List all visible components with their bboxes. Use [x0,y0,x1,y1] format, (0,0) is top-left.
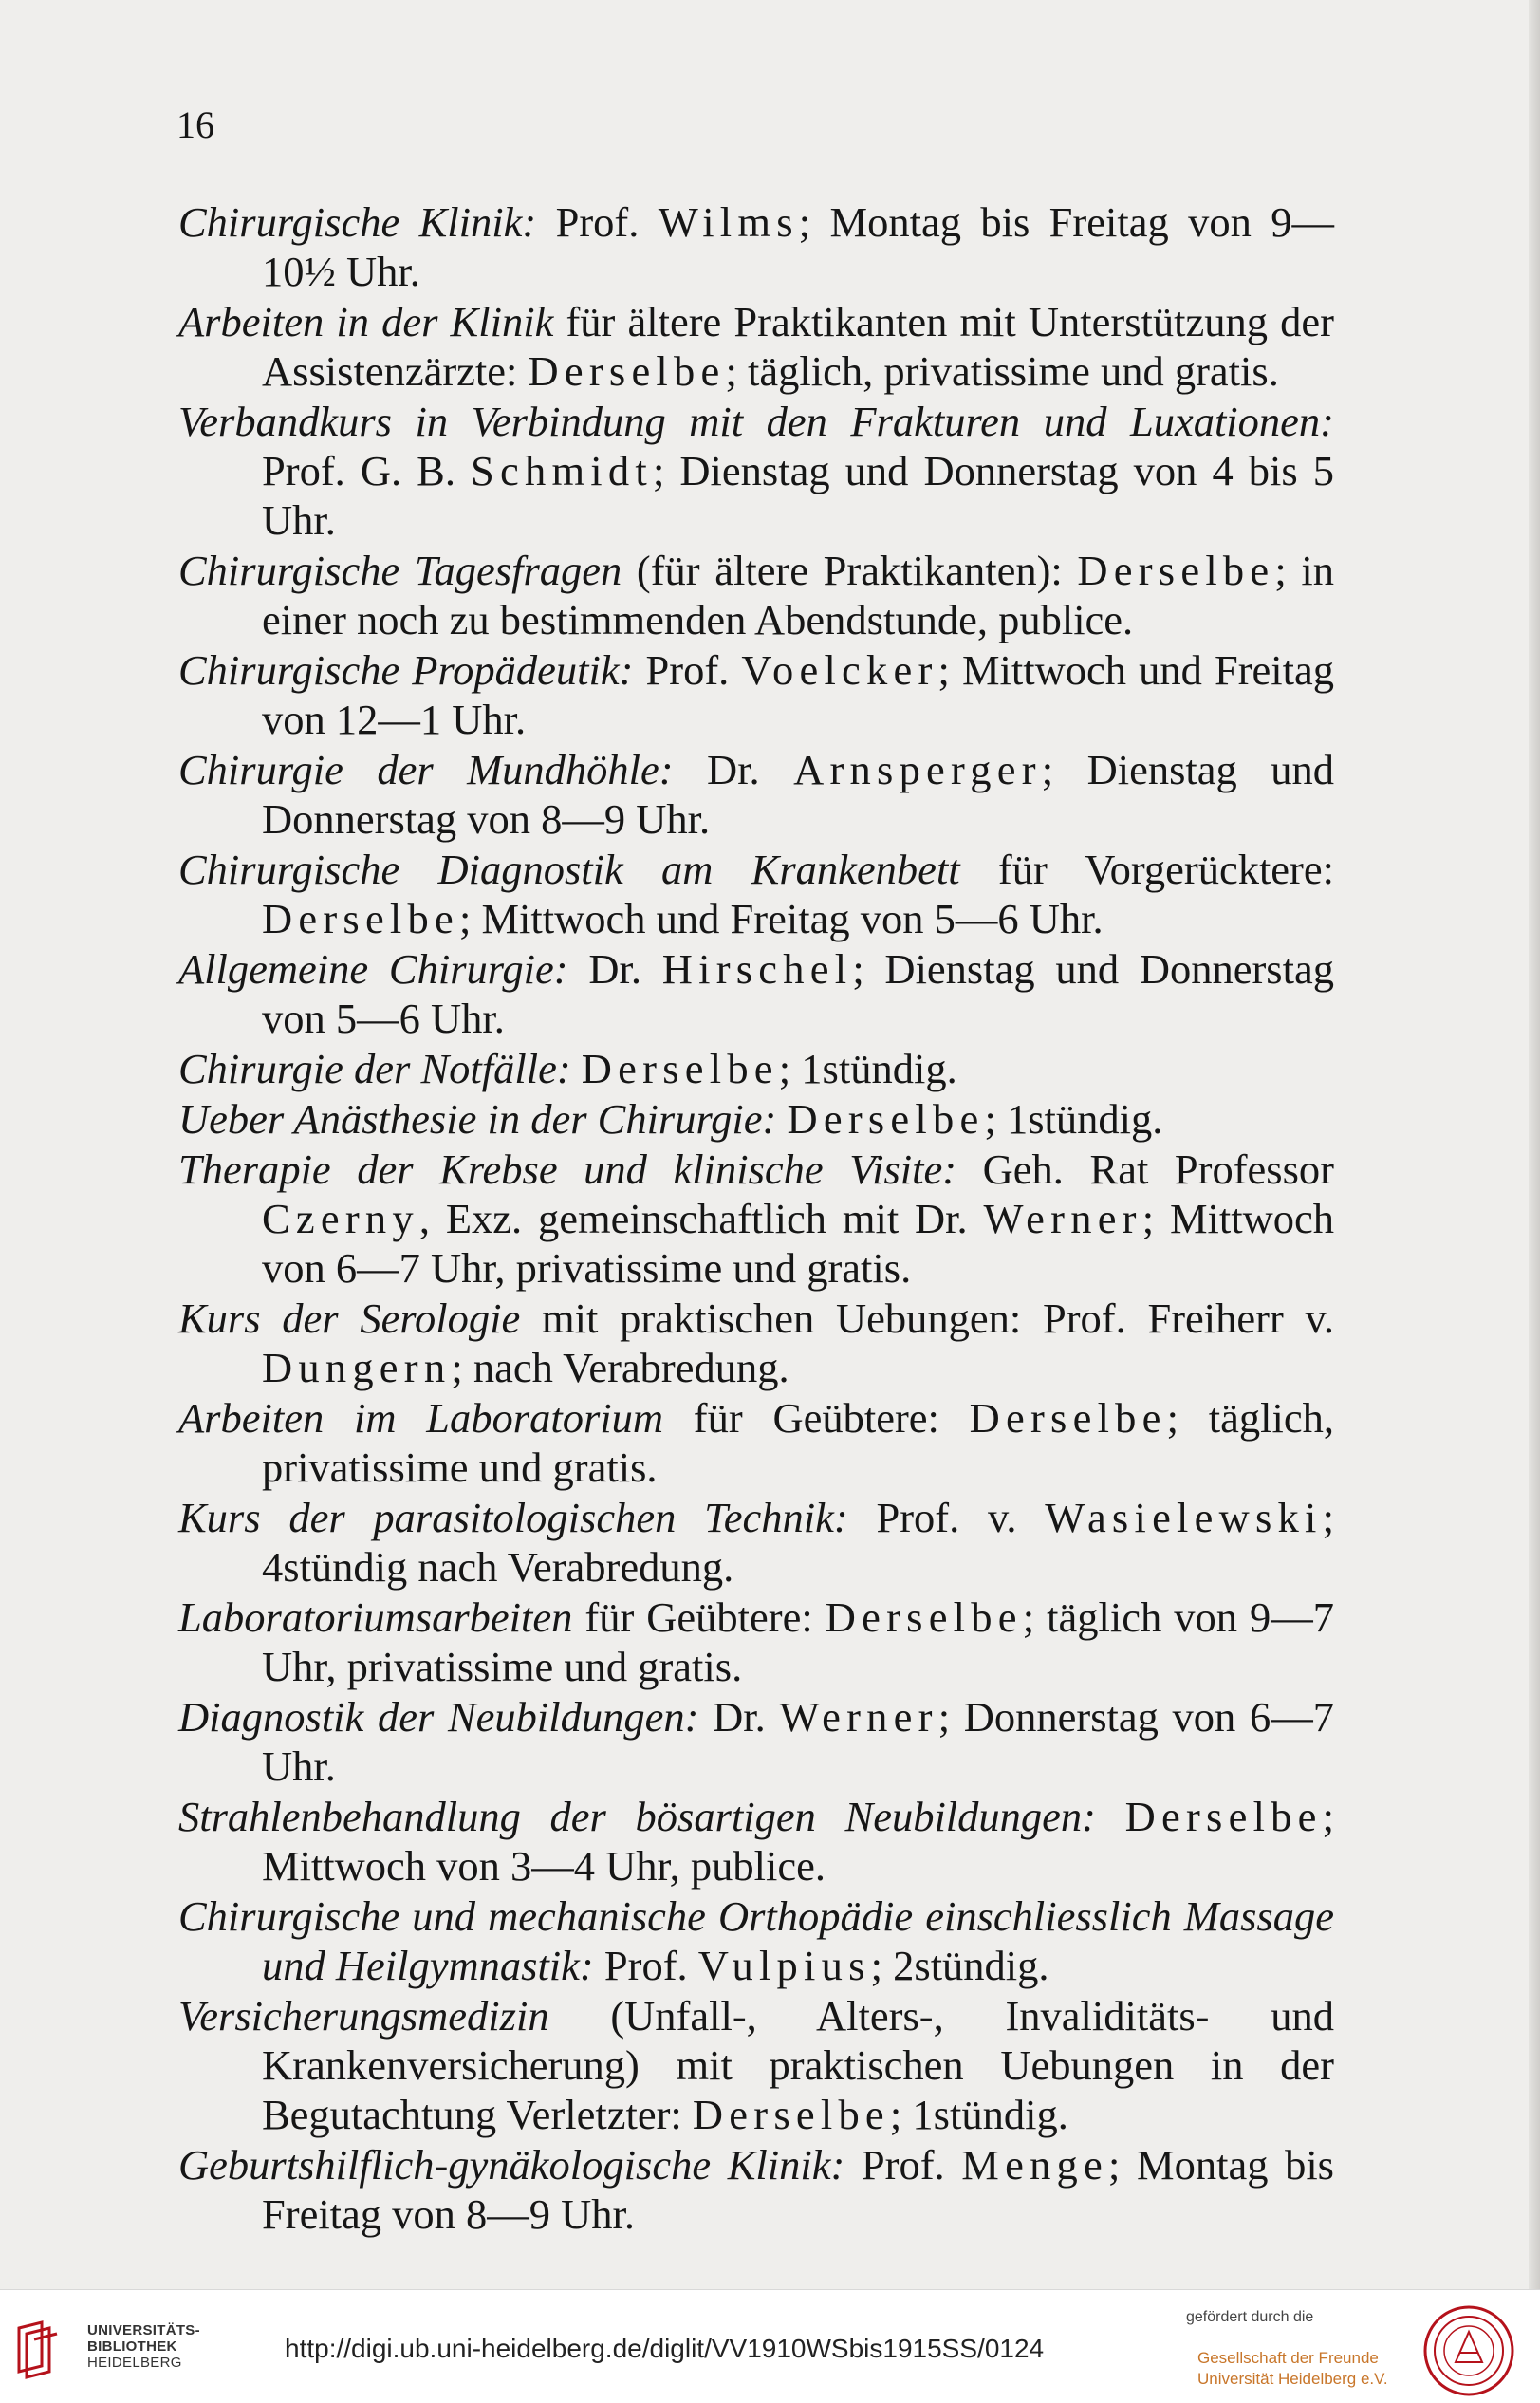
lecturer-name: Wilms [658,198,799,246]
course-title: Chirurgische Diagnostik am Krankenbett [178,846,960,893]
course-details [571,1045,582,1092]
course-title: Kurs der Serologie [178,1295,521,1342]
course-details: Prof. v. [847,1494,1046,1541]
course-details: für Geübtere: [572,1593,826,1641]
library-line-2: BIBLIOTHEK [87,2338,177,2355]
course-details: ; Mittwoch und Freitag von 12—1 Uhr. [262,646,1334,743]
lecturer-name: Derselbe [581,1045,779,1092]
course-details: Dr. [567,945,662,993]
course-entry [178,944,1334,1044]
course-title: Chirurgische Tagesfragen [178,547,622,594]
course-entry [178,1393,1334,1493]
course-details: ; nach Verabredung. [451,1344,789,1391]
course-entry [178,1493,1334,1593]
course-entry [178,1044,1334,1094]
course-details: ; 4stündig nach Verabredung. [262,1494,1334,1591]
course-title: Diagnostik der Neubildungen: [178,1693,699,1741]
lecturer-name: Werner [983,1195,1142,1242]
course-title: Verbandkurs in Verbindung mit den Frakturen und Luxationen: [178,398,1334,445]
course-entry [178,1593,1334,1692]
lecturer-name: Arnsperger [793,746,1042,793]
course-entry [178,397,1334,546]
course-details: Prof. G. B. [262,447,472,494]
course-details: für Geübtere: [663,1394,970,1442]
course-details: Prof. [593,1942,698,1989]
course-details: für ältere Praktikanten mit Unterstützung der Assistenzärzte: [262,298,1334,395]
course-entry [178,1891,1334,1991]
course-details: ; Dienstag und Donnerstag von 4 bis 5 Uhr. [262,447,1334,544]
course-details [1096,1793,1125,1840]
course-title: Therapie der Krebse und klinische Visite: [178,1146,957,1193]
course-entry [178,845,1334,944]
library-logo-icon [13,2319,68,2381]
lecturer-name: Czerny [262,1195,419,1242]
course-entry [178,1991,1334,2140]
lecturer-name: Voelcker [741,646,938,694]
course-details: ; 1stündig. [889,2091,1068,2138]
course-entry [178,546,1334,645]
course-details: , Exz. gemeinschaftlich mit Dr. [418,1195,984,1242]
lecturer-name: Wasielewski [1045,1494,1323,1541]
course-details: Dr. [673,746,794,793]
course-details: (für ältere Praktikanten): [622,547,1078,594]
course-title: Allgemeine Chirurgie: [178,945,568,993]
course-entry [178,745,1334,845]
lecturer-name: Dungern [262,1344,452,1391]
lecturer-name: Werner [779,1693,938,1741]
course-entry [178,645,1334,745]
course-details: Prof. [844,2141,962,2189]
course-details: ; Dienstag und Donnerstag von 8—9 Uhr. [262,746,1334,843]
course-title: Chirurgie der Mundhöhle: [178,746,674,793]
source-url-link[interactable]: http://digi.ub.uni-heidelberg.de/diglit/VV1910WSbis1915SS/0124 [285,2334,1045,2363]
course-details: ; täglich, privatissime und gratis. [262,1394,1334,1491]
course-details [776,1095,787,1143]
course-details: Prof. [536,198,659,246]
page-edge-shadow [1529,0,1540,2289]
course-entry [178,1094,1334,1145]
course-title: Chirurgie der Notfälle: [178,1045,571,1092]
lecturer-name: Hirschel [661,945,853,993]
library-name [87,2322,200,2371]
footer [0,2289,1540,2403]
lecturer-name: Derselbe [528,347,726,395]
course-entry [178,1792,1334,1891]
course-entry [178,297,1334,397]
lecturer-name: Derselbe [825,1593,1023,1641]
sponsor-name-line-1: Gesellschaft der Freunde [1197,2349,1379,2367]
course-title: Arbeiten in der Klinik [178,298,554,345]
course-details: ; täglich, privatissime und gratis. [725,347,1279,395]
course-details: ; 2stündig. [870,1942,1049,1989]
course-title: Chirurgische Propädeutik: [178,646,634,694]
sponsor-label: gefördert durch die [1186,2309,1314,2325]
course-details: ; Montag bis Freitag von 8—9 Uhr. [262,2141,1334,2238]
lecturer-name: Menge [961,2141,1109,2189]
course-title: Ueber Anästhesie in der Chirurgie: [178,1095,777,1143]
lecturer-name: Derselbe [969,1394,1167,1442]
course-title: Laboratoriumsarbeiten [178,1593,573,1641]
course-details: ; in einer noch zu bestimmenden Abendstunde, publice. [262,547,1334,643]
course-details: (Unfall-, Alters-, Invaliditäts- und Krankenversicherung) mit praktischen Uebungen in der Begutachtung Verletzter: [262,1992,1334,2138]
course-details: Dr. [698,1693,780,1741]
course-details: Geh. Rat Professor [956,1146,1334,1193]
lecturer-name: Vulpius [697,1942,871,1989]
library-line-3: HEIDELBERG [87,2355,182,2371]
course-details: ; 1stündig. [984,1095,1163,1143]
course-list [178,197,1334,2240]
course-details: mit praktischen Uebungen: Prof. Freiherr v. [520,1295,1334,1342]
course-details: ; täglich von 9—7 Uhr, privatissime und gratis. [262,1593,1334,1690]
course-entry [178,1692,1334,1792]
lecturer-name: Derselbe [1077,547,1275,594]
course-details: ; Montag bis Freitag von 9—10½ Uhr. [262,198,1334,295]
course-details: ; 1stündig. [778,1045,957,1092]
lecturer-name: Schmidt [471,447,653,494]
course-entry [178,1145,1334,1294]
library-line-1: UNIVERSITÄTS- [87,2322,200,2338]
lecturer-name: Derselbe [692,2091,890,2138]
course-entry [178,2140,1334,2240]
course-title: Geburtshilflich-gynäkologische Klinik: [178,2141,845,2189]
course-title: Kurs der parasitologischen Technik: [178,1494,848,1541]
lecturer-name: Derselbe [262,895,459,942]
course-title: Arbeiten im Laboratorium [178,1394,664,1442]
course-details: ; Mittwoch von 3—4 Uhr, publice. [262,1793,1334,1890]
lecturer-name: Derselbe [787,1095,985,1143]
course-title: Chirurgische und mechanische Orthopädie einschliesslich Massage und Heilgymnastik: [178,1892,1334,1989]
course-details: für Vorgerücktere: [959,846,1334,893]
course-title: Strahlenbehandlung der bösartigen Neubildungen: [178,1793,1096,1840]
course-details: ; Dienstag und Donnerstag von 5—6 Uhr. [262,945,1334,1042]
lecturer-name: Derselbe [1124,1793,1323,1840]
course-entry [178,1294,1334,1393]
page-number: 16 [176,103,214,146]
course-title: Chirurgische Klinik: [178,198,537,246]
course-details: Prof. [633,646,742,694]
course-details: ; Mittwoch von 6—7 Uhr, privatissime und gratis. [262,1195,1334,1292]
course-title: Versicherungsmedizin [178,1992,549,2040]
sponsor-name-line-2: Universität Heidelberg e.V. [1197,2370,1388,2388]
course-details: ; Mittwoch und Freitag von 5—6 Uhr. [458,895,1104,942]
university-seal-icon [1418,2303,1520,2398]
course-details: ; Donnerstag von 6—7 Uhr. [262,1693,1334,1790]
course-entry [178,197,1334,297]
